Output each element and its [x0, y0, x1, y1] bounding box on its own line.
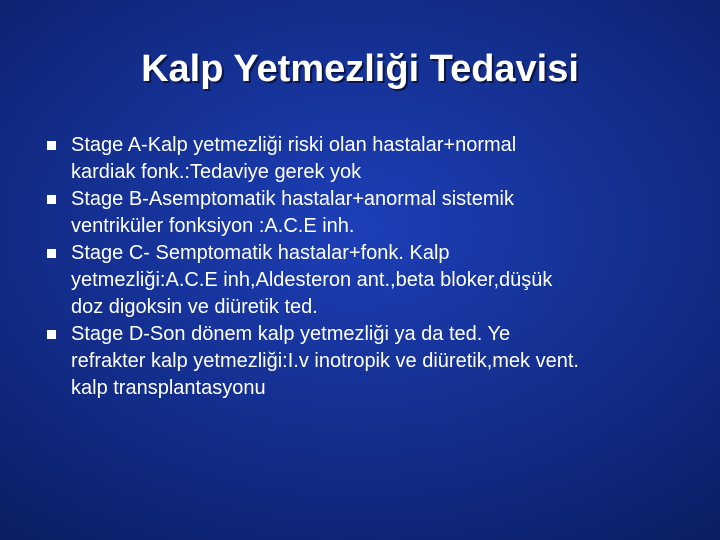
bullet-text-line: Stage A-Kalp yetmezliği riski olan hastalar+normal [71, 134, 517, 156]
bullet-text-line: refrakter kalp yetmezliği:I.v inotropik ve diüretik,mek vent. [71, 350, 579, 372]
bullet-text-line: kardiak fonk.:Tedaviye gerek yok [71, 161, 362, 183]
square-bullet-icon [47, 195, 56, 204]
slide-title: Kalp Yetmezliği Tedavisi [141, 48, 579, 90]
bullet-item-stage-b [40, 186, 700, 240]
bullet-text-line: kalp transplantasyonu [71, 377, 266, 399]
square-bullet-icon [47, 330, 56, 339]
bullet-text-line: Stage C- Semptomatik hastalar+fonk. Kalp [71, 242, 450, 264]
bullet-item-stage-a [40, 132, 700, 186]
bullet-text-line: Stage D-Son dönem kalp yetmezliği ya da ted. Ye [71, 323, 511, 345]
bullet-text-line: yetmezliği:A.C.E inh,Aldesteron ant.,beta bloker,düşük [71, 269, 553, 291]
bullet-item-stage-d [40, 321, 700, 402]
bullet-item-stage-c [40, 240, 700, 321]
bullet-list [40, 132, 700, 402]
bullet-text-line: doz digoksin ve diüretik ted. [71, 296, 318, 318]
square-bullet-icon [47, 249, 56, 258]
bullet-text-line: Stage B-Asemptomatik hastalar+anormal sistemik [71, 188, 514, 210]
bullet-text-line: ventriküler fonksiyon :A.C.E inh. [71, 215, 355, 237]
square-bullet-icon [47, 141, 56, 150]
